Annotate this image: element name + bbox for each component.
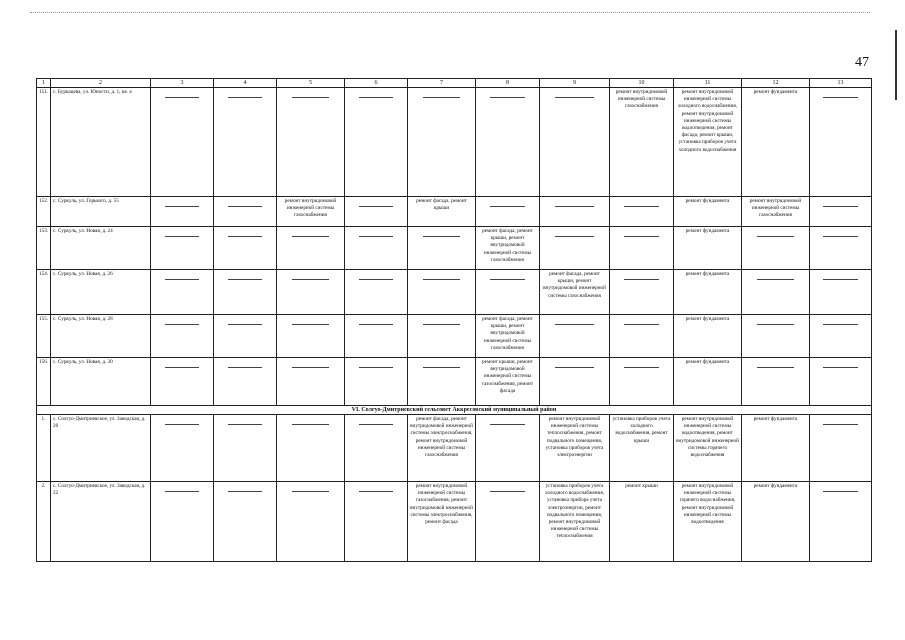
dash-mark (359, 236, 394, 237)
dash-mark (555, 206, 594, 207)
empty-cell (345, 315, 408, 358)
empty-cell (610, 270, 674, 315)
empty-cell (810, 88, 872, 197)
column-header: 6 (345, 79, 408, 88)
dash-mark (823, 424, 857, 425)
empty-cell (214, 415, 277, 482)
table-row (37, 270, 872, 315)
dash-mark (165, 324, 200, 325)
table-body (37, 79, 872, 562)
dash-mark (757, 324, 795, 325)
empty-cell (345, 197, 408, 227)
dash-mark (823, 206, 857, 207)
section-title: VI. Солгуо-Дмитриевский сельсовет Аккресовский муниципальный район (37, 406, 872, 415)
scan-noise-top (30, 12, 870, 13)
empty-cell (214, 358, 277, 406)
dash-mark (359, 491, 394, 492)
work-cell: ремонт фасада, ремонт крыши, ремонт внутридомовой инженерной системы газоснабжения (476, 315, 540, 358)
empty-cell (540, 227, 610, 270)
work-cell: ремонт фундамента (674, 197, 742, 227)
dash-mark (757, 279, 795, 280)
dash-mark (165, 236, 200, 237)
empty-cell (151, 197, 214, 227)
empty-cell (151, 88, 214, 197)
dash-mark (490, 424, 525, 425)
dash-mark (757, 236, 795, 237)
work-cell: ремонт внутридомовой инженерной системы водоотведения, ремонт внутридомовой инженерной системы горячего водоснабжения (674, 415, 742, 482)
column-header: 1 (37, 79, 51, 88)
empty-cell (810, 227, 872, 270)
work-cell: установка приборов учета холодного водоснабжения, установка прибора учета электроэнергии, ремонт подвального помещения, ремонт внутридомовой инженерной системы теплоснабжения (540, 482, 610, 562)
dash-mark (555, 236, 594, 237)
empty-cell (214, 270, 277, 315)
work-cell: ремонт крыши, ремонт внутридомовой инженерной системы газоснабжения, ремонт фасада (476, 358, 540, 406)
dash-mark (757, 367, 795, 368)
work-cell: ремонт фундамента (674, 358, 742, 406)
empty-cell (476, 197, 540, 227)
dash-mark (165, 491, 200, 492)
work-cell: ремонт фундамента (742, 482, 810, 562)
empty-cell (540, 315, 610, 358)
empty-cell (151, 358, 214, 406)
empty-cell (476, 482, 540, 562)
column-header: 3 (151, 79, 214, 88)
work-cell: установка приборов учета холодного водоснабжения, ремонт крыши (610, 415, 674, 482)
table-row (37, 358, 872, 406)
row-number: 1. (37, 415, 51, 482)
empty-cell (345, 358, 408, 406)
dash-mark (165, 279, 200, 280)
address-cell: с. Суркуль, ул. Новая, д. 26 (51, 270, 151, 315)
empty-cell (345, 482, 408, 562)
table-row (37, 315, 872, 358)
empty-cell (610, 227, 674, 270)
row-number: 152. (37, 197, 51, 227)
empty-cell (277, 482, 345, 562)
work-cell: ремонт фундамента (674, 227, 742, 270)
empty-cell (810, 415, 872, 482)
empty-cell (742, 270, 810, 315)
dash-mark (359, 324, 394, 325)
empty-cell (151, 227, 214, 270)
work-cell: ремонт фасада, ремонт крыши, ремонт внутридомовой инженерной системы газоснабжения (540, 270, 610, 315)
dash-mark (624, 236, 659, 237)
empty-cell (610, 197, 674, 227)
dash-mark (292, 491, 330, 492)
empty-cell (151, 415, 214, 482)
dash-mark (292, 367, 330, 368)
work-cell: ремонт крыши (610, 482, 674, 562)
dash-mark (823, 279, 857, 280)
dash-mark (292, 424, 330, 425)
work-cell: ремонт фундамента (674, 315, 742, 358)
empty-cell (151, 315, 214, 358)
empty-cell (742, 227, 810, 270)
empty-cell (214, 482, 277, 562)
empty-cell (345, 415, 408, 482)
empty-cell (810, 270, 872, 315)
dash-mark (359, 367, 394, 368)
dash-mark (228, 97, 263, 98)
empty-cell (476, 270, 540, 315)
empty-cell (476, 415, 540, 482)
empty-cell (810, 197, 872, 227)
dash-mark (624, 279, 659, 280)
dash-mark (555, 324, 594, 325)
dash-mark (292, 279, 330, 280)
dash-mark (823, 324, 857, 325)
address-cell: с. Солгуо-Дмитриевское, ул. Заводская, д. 20 (51, 415, 151, 482)
dash-mark (423, 324, 461, 325)
empty-cell (345, 227, 408, 270)
row-number: 156. (37, 358, 51, 406)
empty-cell (408, 227, 476, 270)
column-header: 8 (476, 79, 540, 88)
column-number-row (37, 79, 872, 88)
empty-cell (540, 358, 610, 406)
dash-mark (423, 279, 461, 280)
work-cell: ремонт фасада, ремонт крыши, ремонт внутридомовой инженерной системы газоснабжения (476, 227, 540, 270)
row-number: 151. (37, 88, 51, 197)
dash-mark (228, 236, 263, 237)
dash-mark (292, 97, 330, 98)
work-cell: ремонт фундамента (742, 415, 810, 482)
empty-cell (610, 358, 674, 406)
dash-mark (490, 97, 525, 98)
dash-mark (490, 206, 525, 207)
empty-cell (277, 227, 345, 270)
repair-register-table (36, 78, 872, 562)
empty-cell (214, 315, 277, 358)
dash-mark (165, 206, 200, 207)
work-cell: ремонт внутридомовой инженерной системы газоснабжения (277, 197, 345, 227)
empty-cell (810, 482, 872, 562)
address-cell: с. Буркацева, ул. Юности, д. 1, кв. а (51, 88, 151, 197)
page-number: 47 (855, 55, 869, 70)
dash-mark (490, 279, 525, 280)
column-header: 5 (277, 79, 345, 88)
empty-cell (214, 227, 277, 270)
work-cell: ремонт внутридомовой инженерной системы теплоснабжения, ремонт подвального помещения, установка приборов учета электроэнергии (540, 415, 610, 482)
empty-cell (345, 88, 408, 197)
row-number: 2. (37, 482, 51, 562)
empty-cell (610, 315, 674, 358)
dash-mark (228, 324, 263, 325)
dash-mark (823, 97, 857, 98)
empty-cell (277, 415, 345, 482)
dash-mark (555, 97, 594, 98)
column-header: 11 (674, 79, 742, 88)
work-cell: ремонт внутридомовой инженерной системы горячего водоснабжения, ремонт внутридомовой инженерной системы водоотведения (674, 482, 742, 562)
dash-mark (823, 491, 857, 492)
work-cell: ремонт внутридомовой инженерной системы холодного водоснабжения, ремонт внутридомовой инженерной системы водоотведения, ремонт фасада, ремонт крыши, установка приборов учета холодного водоснабжения (674, 88, 742, 197)
empty-cell (345, 270, 408, 315)
address-cell: с. Солгуо-Дмитриевское, ул. Заводская, д. 22 (51, 482, 151, 562)
row-number: 153. (37, 227, 51, 270)
table-row (37, 482, 872, 562)
empty-cell (277, 315, 345, 358)
empty-cell (476, 88, 540, 197)
empty-cell (408, 270, 476, 315)
dash-mark (228, 424, 263, 425)
dash-mark (624, 367, 659, 368)
address-cell: с. Суркуль, ул. Новая, д. 30 (51, 358, 151, 406)
empty-cell (540, 88, 610, 197)
empty-cell (810, 358, 872, 406)
empty-cell (214, 197, 277, 227)
column-header: 12 (742, 79, 810, 88)
dash-mark (292, 324, 330, 325)
dash-mark (165, 367, 200, 368)
column-header: 2 (51, 79, 151, 88)
table-row (37, 415, 872, 482)
empty-cell (151, 270, 214, 315)
column-header: 10 (610, 79, 674, 88)
dash-mark (359, 206, 394, 207)
empty-cell (214, 88, 277, 197)
dash-mark (165, 424, 200, 425)
dash-mark (423, 236, 461, 237)
scan-edge-mark (895, 30, 897, 100)
work-cell: ремонт внутридомовой инженерной системы газоснабжения, ремонт внутридомовой инженерной системы электроснабжения, ремонт фасада (408, 482, 476, 562)
address-cell: с. Суркуль, ул. Горького, д. 55 (51, 197, 151, 227)
address-cell: с. Суркуль, ул. Новая, д. 28 (51, 315, 151, 358)
row-number: 154. (37, 270, 51, 315)
empty-cell (151, 482, 214, 562)
empty-cell (742, 358, 810, 406)
dash-mark (555, 367, 594, 368)
column-header: 9 (540, 79, 610, 88)
dash-mark (624, 324, 659, 325)
dash-mark (423, 97, 461, 98)
dash-mark (423, 367, 461, 368)
table-row (37, 197, 872, 227)
dash-mark (228, 279, 263, 280)
work-cell: ремонт фундамента (674, 270, 742, 315)
row-number: 155. (37, 315, 51, 358)
empty-cell (540, 197, 610, 227)
empty-cell (408, 88, 476, 197)
dash-mark (359, 97, 394, 98)
column-header: 7 (408, 79, 476, 88)
work-cell: ремонт фасада, ремонт крыши (408, 197, 476, 227)
empty-cell (408, 315, 476, 358)
dash-mark (490, 491, 525, 492)
dash-mark (228, 491, 263, 492)
section-header-row (37, 406, 872, 415)
column-header: 4 (214, 79, 277, 88)
work-cell: ремонт фасада, ремонт внутридомовой инженерной системы электроснабжения, ремонт внутридомовой инженерной системы газоснабжения (408, 415, 476, 482)
column-header: 13 (810, 79, 872, 88)
empty-cell (277, 88, 345, 197)
table-row (37, 88, 872, 197)
work-cell: ремонт внутридомовой инженерной системы газоснабжения (610, 88, 674, 197)
dash-mark (165, 97, 200, 98)
dash-mark (359, 279, 394, 280)
table-row (37, 227, 872, 270)
empty-cell (742, 315, 810, 358)
work-cell: ремонт внутридомовой инженерной системы газоснабжения (742, 197, 810, 227)
dash-mark (228, 206, 263, 207)
dash-mark (823, 367, 857, 368)
empty-cell (277, 270, 345, 315)
dash-mark (823, 236, 857, 237)
dash-mark (359, 424, 394, 425)
empty-cell (277, 358, 345, 406)
empty-cell (408, 358, 476, 406)
empty-cell (810, 315, 872, 358)
work-cell: ремонт фундамента (742, 88, 810, 197)
address-cell: с. Суркуль, ул. Новая, д. 24 (51, 227, 151, 270)
dash-mark (292, 236, 330, 237)
dash-mark (624, 206, 659, 207)
dash-mark (228, 367, 263, 368)
